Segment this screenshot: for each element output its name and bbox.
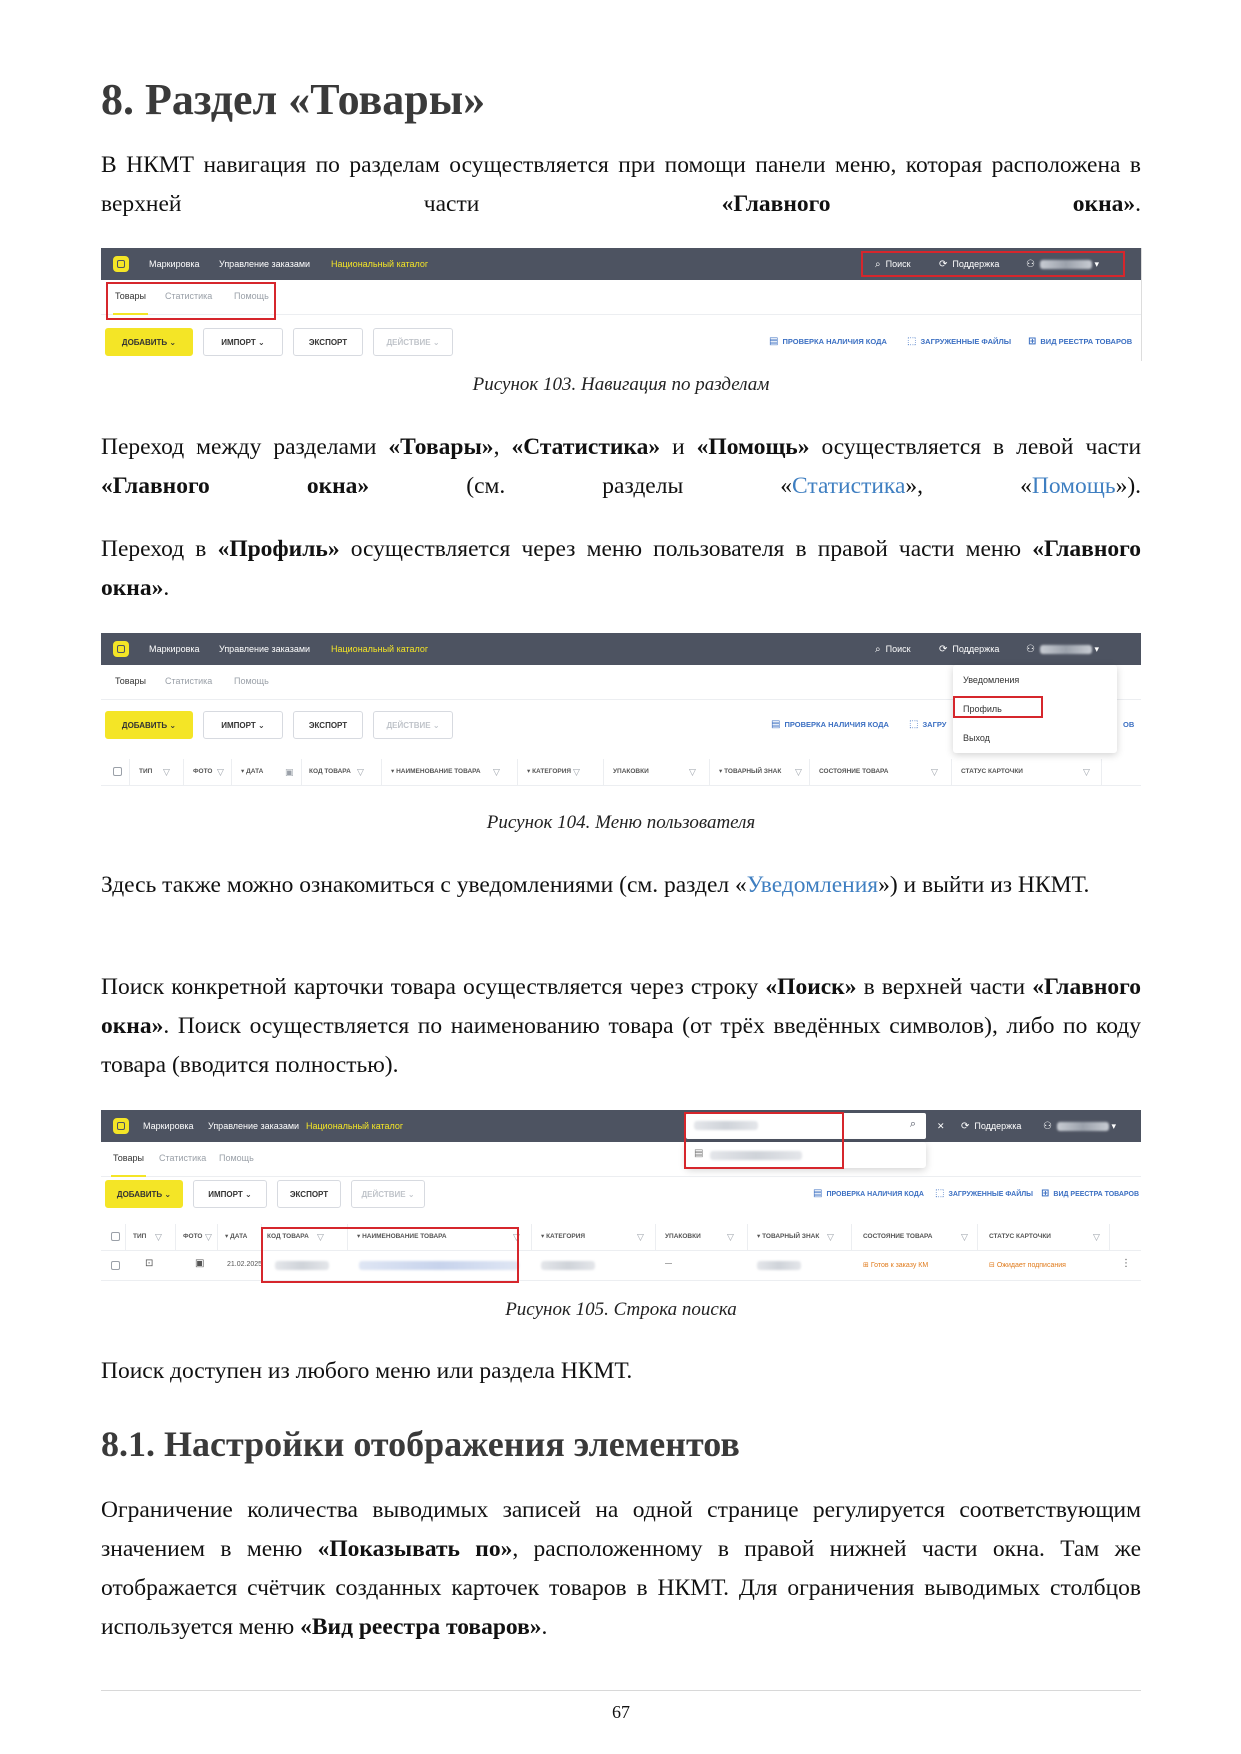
- filter-icon[interactable]: ▽: [637, 1232, 644, 1242]
- top-menu-bar: [101, 633, 1141, 665]
- document-icon: ▤: [769, 336, 779, 347]
- row-date: 21.02.2025: [227, 1261, 263, 1268]
- select-all-checkbox[interactable]: [113, 767, 122, 776]
- nav-marking[interactable]: Маркировка: [149, 644, 200, 654]
- tab-products[interactable]: Товары: [113, 1153, 144, 1163]
- col-packages[interactable]: УПАКОВКИ: [665, 1233, 701, 1240]
- logo-icon: [113, 256, 129, 272]
- chevron-down-icon: ⌄: [407, 1190, 415, 1199]
- col-code[interactable]: КОД ТОВАРА: [309, 768, 351, 775]
- nav-orders[interactable]: Управление заказами: [208, 1121, 300, 1131]
- calendar-icon[interactable]: ▣: [285, 767, 294, 777]
- search-icon: ⌕: [909, 1118, 916, 1130]
- nav-marking[interactable]: Маркировка: [149, 259, 200, 269]
- import-button[interactable]: ИМПОРТ ⌄: [193, 1180, 267, 1208]
- import-button[interactable]: ИМПОРТ ⌄: [203, 711, 283, 739]
- nav-orders[interactable]: Управление заказами: [219, 644, 311, 654]
- document-icon: ▤: [694, 1148, 704, 1159]
- paragraph-search: Поиск конкретной карточки товара осуществляется через строку «Поиск» в верхней части «Главного окна». Поиск осуществляется по наименованию товара (от трёх введённых символов), либо по коду товара (вводится полностью).: [101, 974, 1142, 1078]
- nav-marking[interactable]: Маркировка: [143, 1121, 194, 1131]
- col-date[interactable]: ▾ ДАТА: [241, 768, 264, 775]
- row-status: ⊟ Ожидает подписания: [989, 1262, 1066, 1269]
- export-button[interactable]: ЭКСПОРТ: [293, 711, 363, 739]
- page-number: 67: [612, 1702, 630, 1722]
- support-icon: ⟳: [939, 644, 948, 655]
- action-button[interactable]: ДЕЙСТВИЕ ⌄: [373, 711, 453, 739]
- chevron-down-icon: ▾: [1111, 1121, 1117, 1131]
- nav-catalog[interactable]: Национальный каталог: [331, 259, 429, 269]
- import-button[interactable]: ИМПОРТ ⌄: [203, 328, 283, 356]
- search-button[interactable]: ⌕ Поиск: [875, 248, 911, 280]
- paragraph-profile: Переход в «Профиль» осуществляется через меню пользователя в правой части меню «Главного окна».: [101, 536, 1141, 601]
- chevron-down-icon: ⌄: [245, 1190, 252, 1199]
- filter-icon[interactable]: ▽: [493, 767, 500, 777]
- add-button[interactable]: ДОБАВИТЬ ⌄: [105, 1180, 183, 1208]
- support-button[interactable]: ⟳ Поддержка: [961, 1110, 1021, 1142]
- col-trademark[interactable]: ▾ ТОВАРНЫЙ ЗНАК: [719, 768, 782, 775]
- select-all-checkbox[interactable]: [111, 1232, 120, 1241]
- nav-catalog[interactable]: Национальный каталог: [306, 1121, 404, 1131]
- chevron-down-icon: ⌄: [432, 338, 440, 347]
- figure-caption-103: Рисунок 103. Навигация по разделам: [472, 374, 770, 395]
- top-menu-bar: [101, 1110, 1141, 1142]
- paragraph-notifications: Здесь также можно ознакомиться с уведомлениями (см. раздел «Уведомления») и выйти из НКМТ.: [101, 872, 1090, 898]
- paragraph-sections: Переход между разделами «Товары», «Статистика» и «Помощь» осуществляется в левой части «Главного окна» (см. разделы «Статистика», «Помощь»).: [101, 434, 1142, 499]
- col-type[interactable]: ТИП: [133, 1233, 147, 1240]
- filter-icon[interactable]: ▽: [317, 1232, 324, 1242]
- search-icon: ⌕: [875, 644, 881, 655]
- figure-user-menu-screenshot: [101, 633, 1141, 799]
- user-icon: ⚇: [1043, 1121, 1052, 1132]
- tab-help[interactable]: Помощь: [219, 1153, 254, 1163]
- row-packages: —: [665, 1260, 672, 1267]
- menu-item-notifications[interactable]: Уведомления: [963, 675, 1020, 685]
- check-code-link[interactable]: ▤ ПРОВЕРКА НАЛИЧИЯ КОДА: [771, 711, 889, 739]
- col-type[interactable]: ТИП: [139, 768, 153, 775]
- tab-help[interactable]: Помощь: [234, 676, 269, 686]
- filter-icon[interactable]: ▽: [163, 767, 170, 777]
- check-code-link[interactable]: ▤ ПРОВЕРКА НАЛИЧИЯ КОДА: [813, 1180, 924, 1208]
- col-name[interactable]: ▾ НАИМЕНОВАНИЕ ТОВАРА: [357, 1233, 447, 1240]
- chevron-down-icon: ⌄: [258, 338, 265, 347]
- col-code[interactable]: КОД ТОВАРА: [267, 1233, 309, 1240]
- registry-view-link[interactable]: ⊞ ВИД РЕЕСТРА ТОВАРОВ: [1028, 328, 1132, 356]
- col-state[interactable]: СОСТОЯНИЕ ТОВАРА: [863, 1233, 933, 1240]
- row-checkbox[interactable]: [111, 1261, 120, 1270]
- close-search-icon[interactable]: ✕: [937, 1121, 945, 1131]
- figure-caption-105: Рисунок 105. Строка поиска: [505, 1299, 737, 1320]
- filter-icon[interactable]: ▽: [961, 1232, 968, 1242]
- support-icon: ⟳: [939, 259, 948, 270]
- support-icon: ⟳: [961, 1121, 970, 1132]
- grid-icon: ⊞: [1028, 336, 1037, 347]
- table-header: [101, 759, 1141, 786]
- menu-item-profile[interactable]: Профиль: [963, 704, 1002, 714]
- document-icon: ▤: [771, 719, 781, 730]
- tab-help[interactable]: Помощь: [234, 291, 269, 301]
- document-icon: ▤: [813, 1188, 823, 1199]
- filter-icon[interactable]: ▽: [357, 767, 364, 777]
- col-trademark[interactable]: ▾ ТОВАРНЫЙ ЗНАК: [757, 1233, 820, 1240]
- action-button[interactable]: ДЕЙСТВИЕ ⌄: [373, 328, 453, 356]
- grid-icon: ⊞: [1041, 1188, 1050, 1199]
- check-code-link[interactable]: ▤ ПРОВЕРКА НАЛИЧИЯ КОДА: [769, 328, 887, 356]
- add-button[interactable]: ДОБАВИТЬ ⌄: [105, 711, 193, 739]
- support-button[interactable]: ⟳ Поддержка: [939, 248, 999, 280]
- status-icon: ⊟: [989, 1262, 995, 1269]
- filter-icon[interactable]: ▽: [931, 767, 938, 777]
- registry-view-link-trunc[interactable]: ОВ: [1123, 720, 1135, 729]
- filter-icon[interactable]: ▽: [573, 767, 580, 777]
- user-icon: ⚇: [1026, 644, 1035, 655]
- uploaded-files-link[interactable]: ⬚ ЗАГРУЖЕННЫЕ ФАЙЛЫ: [907, 328, 1011, 356]
- action-button[interactable]: ДЕЙСТВИЕ ⌄: [351, 1180, 425, 1208]
- uploaded-files-link[interactable]: ⬚ ЗАГРУЖЕННЫЕ ФАЙЛЫ: [935, 1180, 1033, 1208]
- chevron-down-icon: ⌄: [432, 721, 440, 730]
- col-name[interactable]: ▾ НАИМЕНОВАНИЕ ТОВАРА: [391, 768, 481, 775]
- filter-icon[interactable]: ▽: [727, 1232, 734, 1242]
- menu-item-logout[interactable]: Выход: [963, 733, 990, 743]
- chevron-down-icon: ▾: [1094, 644, 1100, 654]
- col-packages[interactable]: УПАКОВКИ: [613, 768, 649, 775]
- row-state: ⊞ Готов к заказу КМ: [863, 1262, 929, 1269]
- figure-search-screenshot: [101, 1110, 1141, 1284]
- user-menu[interactable]: [1043, 1110, 1116, 1142]
- type-icon: ⊡: [145, 1258, 154, 1269]
- col-category[interactable]: ▾ КАТЕГОРИЯ: [541, 1233, 586, 1240]
- uploaded-files-link[interactable]: ⬚ ЗАГРУ: [909, 711, 946, 739]
- state-icon: ⊞: [863, 1262, 869, 1269]
- paragraph-display-settings: Ограничение количества выводимых записей на одной странице регулируется соответствующим значением в меню «Показывать по», расположенному в правой нижней части окна. Там же отображается счётчик созданных карточек товаров в НКМТ. Для ограничения выводимых столбцов используется меню «Вид реестра товаров».: [101, 1497, 1141, 1640]
- chevron-down-icon: ⌄: [164, 1190, 172, 1199]
- export-button[interactable]: ЭКСПОРТ: [293, 328, 363, 356]
- col-status[interactable]: СТАТУС КАРТОЧКИ: [961, 768, 1023, 775]
- subsection-heading: 8.1. Настройки отображения элементов: [101, 1424, 740, 1464]
- col-date[interactable]: ▾ ДАТА: [225, 1233, 248, 1240]
- upload-icon: ⬚: [935, 1188, 945, 1199]
- col-category[interactable]: ▾ КАТЕГОРИЯ: [527, 768, 572, 775]
- section-tabs: [101, 1142, 1141, 1177]
- tab-products[interactable]: Товары: [115, 291, 146, 301]
- figure-caption-104: Рисунок 104. Меню пользователя: [486, 812, 756, 833]
- col-photo[interactable]: ФОТО: [183, 1233, 203, 1240]
- filter-icon[interactable]: ▽: [513, 1232, 520, 1242]
- search-button[interactable]: ⌕ Поиск: [875, 633, 911, 665]
- search-icon: ⌕: [875, 259, 881, 270]
- photo-icon: ▣: [195, 1258, 205, 1269]
- section-heading: 8. Раздел «Товары»: [101, 75, 486, 124]
- user-menu[interactable]: [1026, 633, 1099, 665]
- support-button[interactable]: ⟳ Поддержка: [939, 633, 999, 665]
- tab-statistics[interactable]: Статистика: [165, 676, 213, 686]
- upload-icon: ⬚: [907, 336, 917, 347]
- link-statistics[interactable]: Статистика: [792, 473, 906, 499]
- filter-icon[interactable]: ▽: [689, 767, 696, 777]
- filter-icon[interactable]: ▽: [1083, 767, 1090, 777]
- figure-navigation-screenshot: [101, 248, 1142, 361]
- link-notifications[interactable]: Уведомления: [746, 872, 879, 898]
- filter-icon[interactable]: ▽: [155, 1232, 162, 1242]
- table-header: [101, 1224, 1141, 1251]
- tab-products[interactable]: Товары: [115, 676, 146, 686]
- tab-statistics[interactable]: Статистика: [159, 1153, 207, 1163]
- logo-icon: [113, 641, 129, 657]
- nav-orders[interactable]: Управление заказами: [219, 259, 311, 269]
- filter-icon[interactable]: ▽: [1093, 1232, 1100, 1242]
- chevron-down-icon: ⌄: [169, 721, 177, 730]
- upload-icon: ⬚: [909, 719, 919, 730]
- filter-icon[interactable]: ▽: [795, 767, 802, 777]
- link-help[interactable]: Помощь: [1031, 473, 1116, 499]
- col-photo[interactable]: ФОТО: [193, 768, 213, 775]
- row-more-icon[interactable]: ⋮: [1121, 1258, 1131, 1269]
- filter-icon[interactable]: ▽: [205, 1232, 212, 1242]
- chevron-down-icon: ⌄: [169, 338, 177, 347]
- col-status[interactable]: СТАТУС КАРТОЧКИ: [989, 1233, 1051, 1240]
- filter-icon[interactable]: ▽: [217, 767, 224, 777]
- paragraph-navigation: В НКМТ навигация по разделам осуществляется при помощи панели меню, которая расположена в верхней части «Главного окна».: [101, 152, 1141, 217]
- col-state[interactable]: СОСТОЯНИЕ ТОВАРА: [819, 768, 889, 775]
- registry-view-link[interactable]: ⊞ ВИД РЕЕСТРА ТОВАРОВ: [1041, 1180, 1139, 1208]
- user-icon: ⚇: [1026, 259, 1035, 270]
- table-row[interactable]: [101, 1250, 1141, 1281]
- nav-catalog[interactable]: Национальный каталог: [331, 644, 429, 654]
- filter-icon[interactable]: ▽: [827, 1232, 834, 1242]
- paragraph-search-availability: Поиск доступен из любого меню или раздела НКМТ.: [101, 1358, 633, 1384]
- tab-statistics[interactable]: Статистика: [165, 291, 213, 301]
- logo-icon: [113, 1118, 129, 1134]
- add-button[interactable]: ДОБАВИТЬ ⌄: [105, 328, 193, 356]
- footer-divider: [101, 1690, 1141, 1691]
- chevron-down-icon: ▾: [1094, 259, 1100, 269]
- export-button[interactable]: ЭКСПОРТ: [277, 1180, 341, 1208]
- chevron-down-icon: ⌄: [258, 721, 265, 730]
